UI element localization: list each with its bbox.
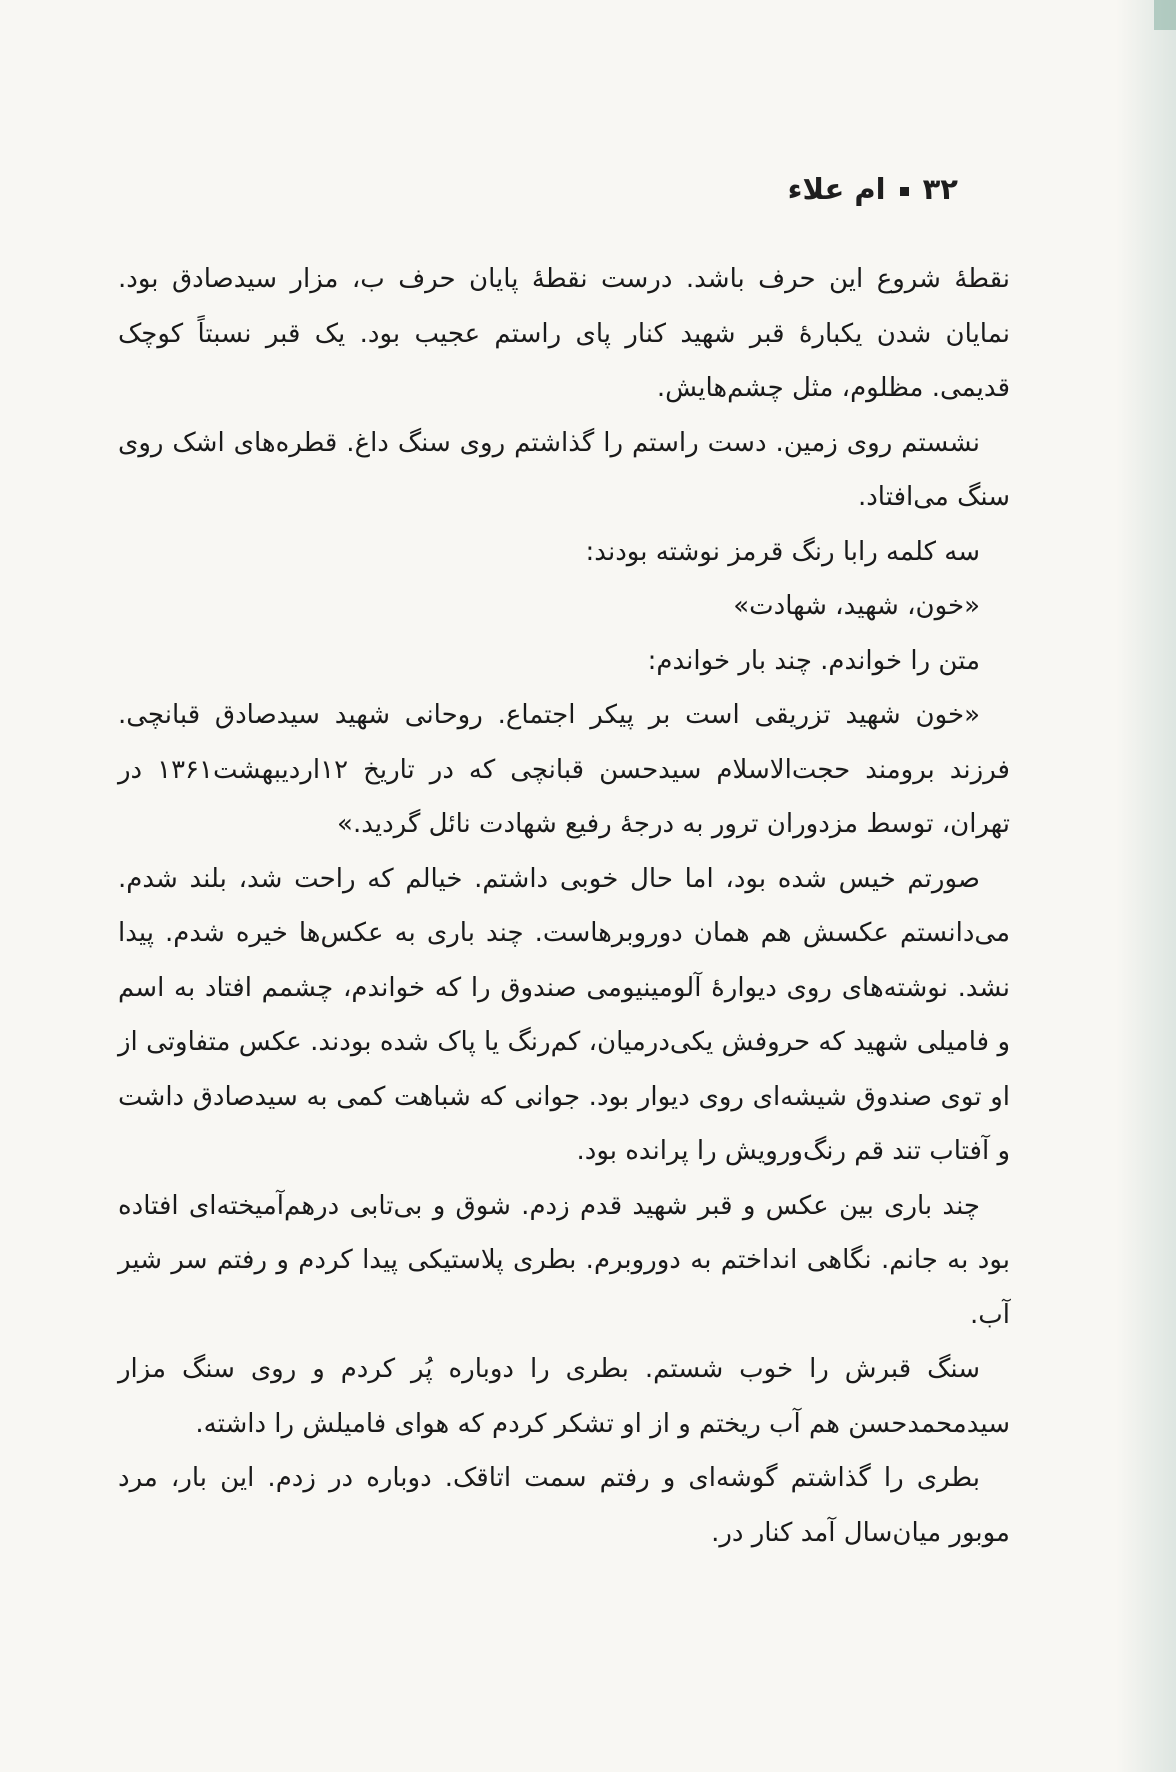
page-edge-shadow — [1116, 0, 1176, 1772]
paragraph: سنگ قبرش را خوب شستم. بطری را دوباره پُر کردم و روی سنگ مزار سیدمحمدحسن هم آب ریختم و از او تشکر کردم که هوای فامیلش را داشته. — [118, 1354, 1010, 1439]
paragraph: متن را خواندم. چند بار خواندم: — [647, 645, 980, 676]
book-title: ام علاء — [787, 172, 886, 206]
page-corner-mark — [1154, 0, 1176, 30]
paragraph: چند باری بین عکس و قبر شهید قدم زدم. شوق و بی‌تابی درهم‌آمیخته‌ای افتاده بود به جانم. نگاهی انداختم به دوروبرم. بطری پلاستیکی پیدا کردم و رفتم سر شیر آب. — [118, 1190, 1010, 1330]
paragraph: نشستم روی زمین. دست راستم را گذاشتم روی سنگ داغ. قطره‌های اشک روی سنگ می‌افتاد. — [118, 427, 1010, 512]
paragraph: بطری را گذاشتم گوشه‌ای و رفتم سمت اتاقک. دوباره در زدم. این بار، مرد موبور میان‌سال آمد کنار در. — [118, 1463, 1010, 1548]
page-number: ۳۲ — [922, 172, 958, 206]
paragraph: «خون، شهید، شهادت» — [733, 591, 980, 621]
paragraph: نقطهٔ شروع این حرف باشد. درست نقطهٔ پایان حرف ب، مزار سیدصادق بود. نمایان شدن یکبارهٔ قبر شهید کنار پای راستم عجیب بود. یک قبر نسبتاً کوچک قدیمی. مظلوم، مثل چشم‌هایش. — [118, 264, 1010, 403]
header-separator-icon — [900, 187, 909, 196]
paragraph: «خون شهید تزریقی است بر پیکر اجتماع. روحانی شهید سیدصادق قبانچی. فرزند برومند حجت‌الاسلام سیدحسن قبانچی که در تاریخ ۱۲اردیبهشت۱۳۶۱ در تهران، توسط مزدوران ترور به درجهٔ رفیع شهادت نائل گردید.» — [118, 700, 1010, 839]
paragraph: سه کلمه رابا رنگ قرمز نوشته بودند: — [585, 536, 980, 567]
body-text — [118, 252, 1010, 1560]
running-header — [788, 172, 958, 206]
paragraph: صورتم خیس شده بود، اما حال خوبی داشتم. خیالم که راحت شد، بلند شدم. می‌دانستم عکسش هم همان دوروبرهاست. چند باری به عکس‌ها خیره شدم. پیدا نشد. نوشته‌های روی دیوارهٔ آلومینیومی صندوق را که خواندم، چشمم افتاد به اسم و فامیلی شهید که حروفش یکی‌درمیان، کم‌رنگ یا پاک شده بودند. عکس متفاوتی از او توی صندوق شیشه‌ای روی دیوار بود. جوانی که شباهت کمی به سیدصادق داشت و آفتاب تند قم رنگ‌ورویش را پرانده بود. — [118, 863, 1010, 1166]
